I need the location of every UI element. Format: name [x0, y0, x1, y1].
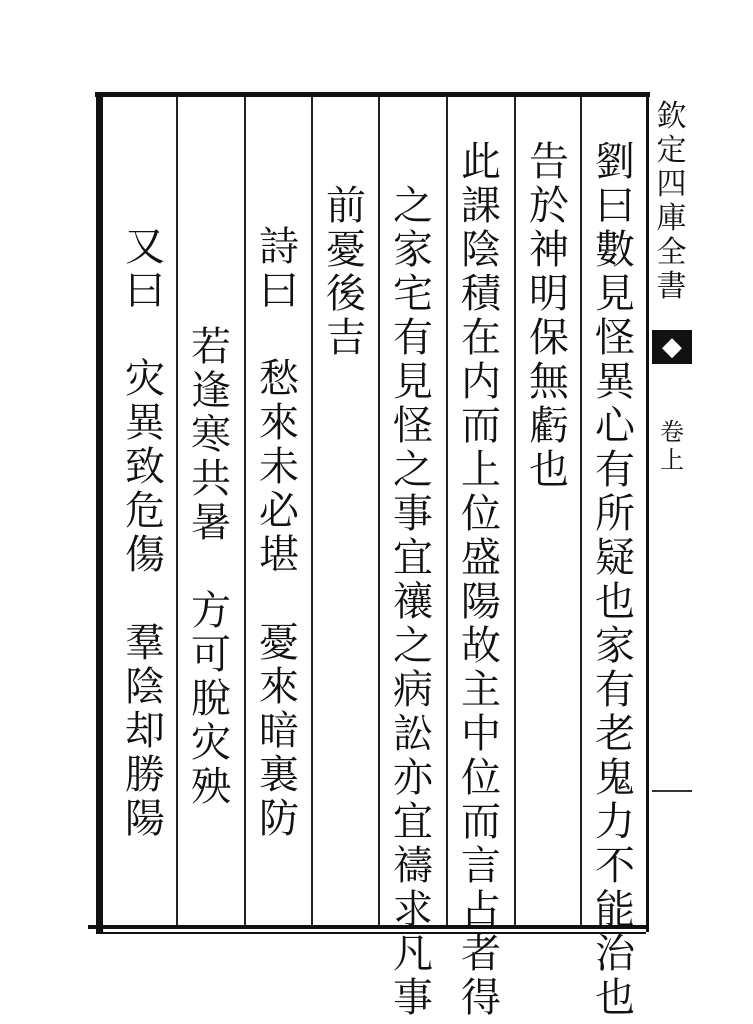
glyph: 力	[595, 799, 635, 845]
glyph: 後	[326, 271, 366, 317]
glyph: 訟	[393, 711, 433, 757]
glyph: 可	[191, 632, 231, 678]
glyph: 暗	[259, 708, 299, 754]
glyph: 數	[595, 227, 635, 273]
glyph: 病	[393, 667, 433, 713]
margin-title	[649, 92, 694, 932]
margin-glyph: 欽	[656, 99, 687, 134]
text-column-5	[317, 184, 375, 360]
glyph: 無	[529, 359, 569, 405]
text-line	[520, 140, 578, 492]
frame-bottom-border	[88, 925, 648, 929]
glyph: 逢	[191, 368, 231, 414]
margin-glyph: 庫	[656, 201, 687, 236]
text-line	[116, 357, 174, 577]
glyph: 宜	[393, 535, 433, 581]
glyph: 曰	[259, 268, 299, 314]
glyph: 憂	[326, 227, 366, 273]
glyph: 若	[191, 324, 231, 370]
glyph: 却	[125, 708, 165, 754]
glyph: 而	[461, 403, 501, 449]
margin-glyph: 定	[656, 133, 687, 168]
text-column-3	[452, 140, 510, 1020]
margin-rule	[652, 790, 692, 792]
glyph: 裏	[259, 752, 299, 798]
margin-glyph: 全	[656, 235, 687, 270]
glyph: 致	[125, 444, 165, 490]
glyph: 主	[461, 667, 501, 713]
glyph: 告	[529, 139, 569, 185]
glyph: 之	[393, 623, 433, 669]
glyph: 心	[595, 403, 635, 449]
text-line	[182, 589, 240, 809]
glyph: 陰	[125, 664, 165, 710]
glyph: 求	[393, 887, 433, 933]
glyph: 來	[259, 664, 299, 710]
glyph: 事	[393, 491, 433, 537]
glyph: 未	[259, 444, 299, 490]
glyph: 保	[529, 315, 569, 361]
text-line	[317, 184, 375, 360]
glyph: 也	[595, 579, 635, 625]
column-rule	[580, 97, 582, 925]
glyph: 陰	[461, 227, 501, 273]
text-line	[452, 140, 510, 1020]
glyph: 之	[393, 183, 433, 229]
glyph: 於	[529, 183, 569, 229]
fish-tail-mark: ◆	[652, 330, 692, 364]
glyph: 陽	[461, 579, 501, 625]
text-line	[182, 325, 240, 545]
glyph: 異	[595, 359, 635, 405]
glyph: 得	[461, 975, 501, 1021]
glyph: 中	[461, 711, 501, 757]
text-column-1	[586, 140, 644, 1020]
glyph: 前	[326, 183, 366, 229]
glyph: 虧	[529, 403, 569, 449]
glyph: 亦	[393, 755, 433, 801]
glyph: 在	[461, 315, 501, 361]
column-rule	[244, 97, 246, 925]
glyph: 占	[461, 887, 501, 933]
glyph: 有	[595, 447, 635, 493]
text-column-2	[520, 140, 578, 492]
glyph: 灾	[125, 356, 165, 402]
glyph: 曰	[125, 268, 165, 314]
column-rule	[378, 97, 380, 925]
glyph: 課	[461, 183, 501, 229]
frame-top-border	[95, 92, 650, 97]
glyph: 家	[595, 623, 635, 669]
glyph: 也	[595, 975, 635, 1021]
glyph: 能	[595, 887, 635, 933]
text-column-4	[384, 184, 442, 1020]
glyph: 憂	[259, 620, 299, 666]
glyph: 又	[125, 224, 165, 270]
glyph: 怪	[393, 403, 433, 449]
text-line	[250, 225, 308, 313]
text-line	[116, 225, 174, 313]
glyph: 見	[393, 359, 433, 405]
glyph: 故	[461, 623, 501, 669]
frame-left-border	[96, 92, 103, 932]
margin-glyph: 四	[656, 167, 687, 202]
glyph: 劉	[595, 139, 635, 185]
glyph: 寒	[191, 412, 231, 458]
glyph: 來	[259, 400, 299, 446]
glyph: 曰	[595, 183, 635, 229]
glyph: 愁	[259, 356, 299, 402]
margin-glyph: 上	[660, 446, 684, 474]
text-line	[250, 621, 308, 841]
glyph: 有	[595, 667, 635, 713]
glyph: 禳	[393, 579, 433, 625]
glyph: 明	[529, 271, 569, 317]
glyph: 家	[393, 227, 433, 273]
glyph: 位	[461, 755, 501, 801]
glyph: 宅	[393, 271, 433, 317]
glyph: 内	[461, 359, 501, 405]
glyph: 傷	[125, 532, 165, 578]
glyph: 治	[595, 931, 635, 977]
glyph: 言	[461, 843, 501, 889]
glyph: 堪	[259, 532, 299, 578]
frame-bottom-border-inner	[96, 932, 646, 934]
glyph: 疑	[595, 535, 635, 581]
glyph: 積	[461, 271, 501, 317]
glyph: 吉	[326, 315, 366, 361]
column-rule	[176, 97, 178, 925]
glyph: 也	[529, 447, 569, 493]
glyph: 此	[461, 139, 501, 185]
glyph: 位	[461, 491, 501, 537]
glyph: 而	[461, 799, 501, 845]
text-column-8	[116, 225, 174, 841]
glyph: 怪	[595, 315, 635, 361]
glyph: 所	[595, 491, 635, 537]
column-rule	[446, 97, 448, 925]
margin-glyph: 書	[656, 269, 687, 304]
glyph: 詩	[259, 224, 299, 270]
glyph: 禱	[393, 843, 433, 889]
margin-juan	[656, 418, 688, 474]
glyph: 者	[461, 931, 501, 977]
glyph: 必	[259, 488, 299, 534]
text-line	[384, 184, 442, 1020]
glyph: 宜	[393, 799, 433, 845]
text-column-7	[182, 325, 240, 809]
glyph: 殃	[191, 764, 231, 810]
margin-glyph: 卷	[660, 418, 684, 446]
glyph: 暑	[191, 500, 231, 546]
glyph: 見	[595, 271, 635, 317]
glyph: 上	[461, 447, 501, 493]
glyph: 凡	[393, 931, 433, 977]
column-rule	[514, 97, 516, 925]
text-line	[586, 140, 644, 1020]
glyph: 灾	[191, 720, 231, 766]
glyph: 危	[125, 488, 165, 534]
glyph: 鬼	[595, 755, 635, 801]
text-line	[250, 357, 308, 577]
glyph: 盛	[461, 535, 501, 581]
column-rule	[311, 97, 313, 925]
glyph: 防	[259, 796, 299, 842]
glyph: 羣	[125, 620, 165, 666]
glyph: 事	[393, 975, 433, 1021]
glyph: 異	[125, 400, 165, 446]
text-line	[116, 621, 174, 841]
glyph: 陽	[125, 796, 165, 842]
glyph: 老	[595, 711, 635, 757]
glyph: 之	[393, 447, 433, 493]
glyph: 不	[595, 843, 635, 889]
glyph: 有	[393, 315, 433, 361]
glyph: 方	[191, 588, 231, 634]
text-column-6	[250, 225, 308, 841]
glyph: 神	[529, 227, 569, 273]
glyph: 勝	[125, 752, 165, 798]
glyph: 共	[191, 456, 231, 502]
glyph: 脫	[191, 676, 231, 722]
